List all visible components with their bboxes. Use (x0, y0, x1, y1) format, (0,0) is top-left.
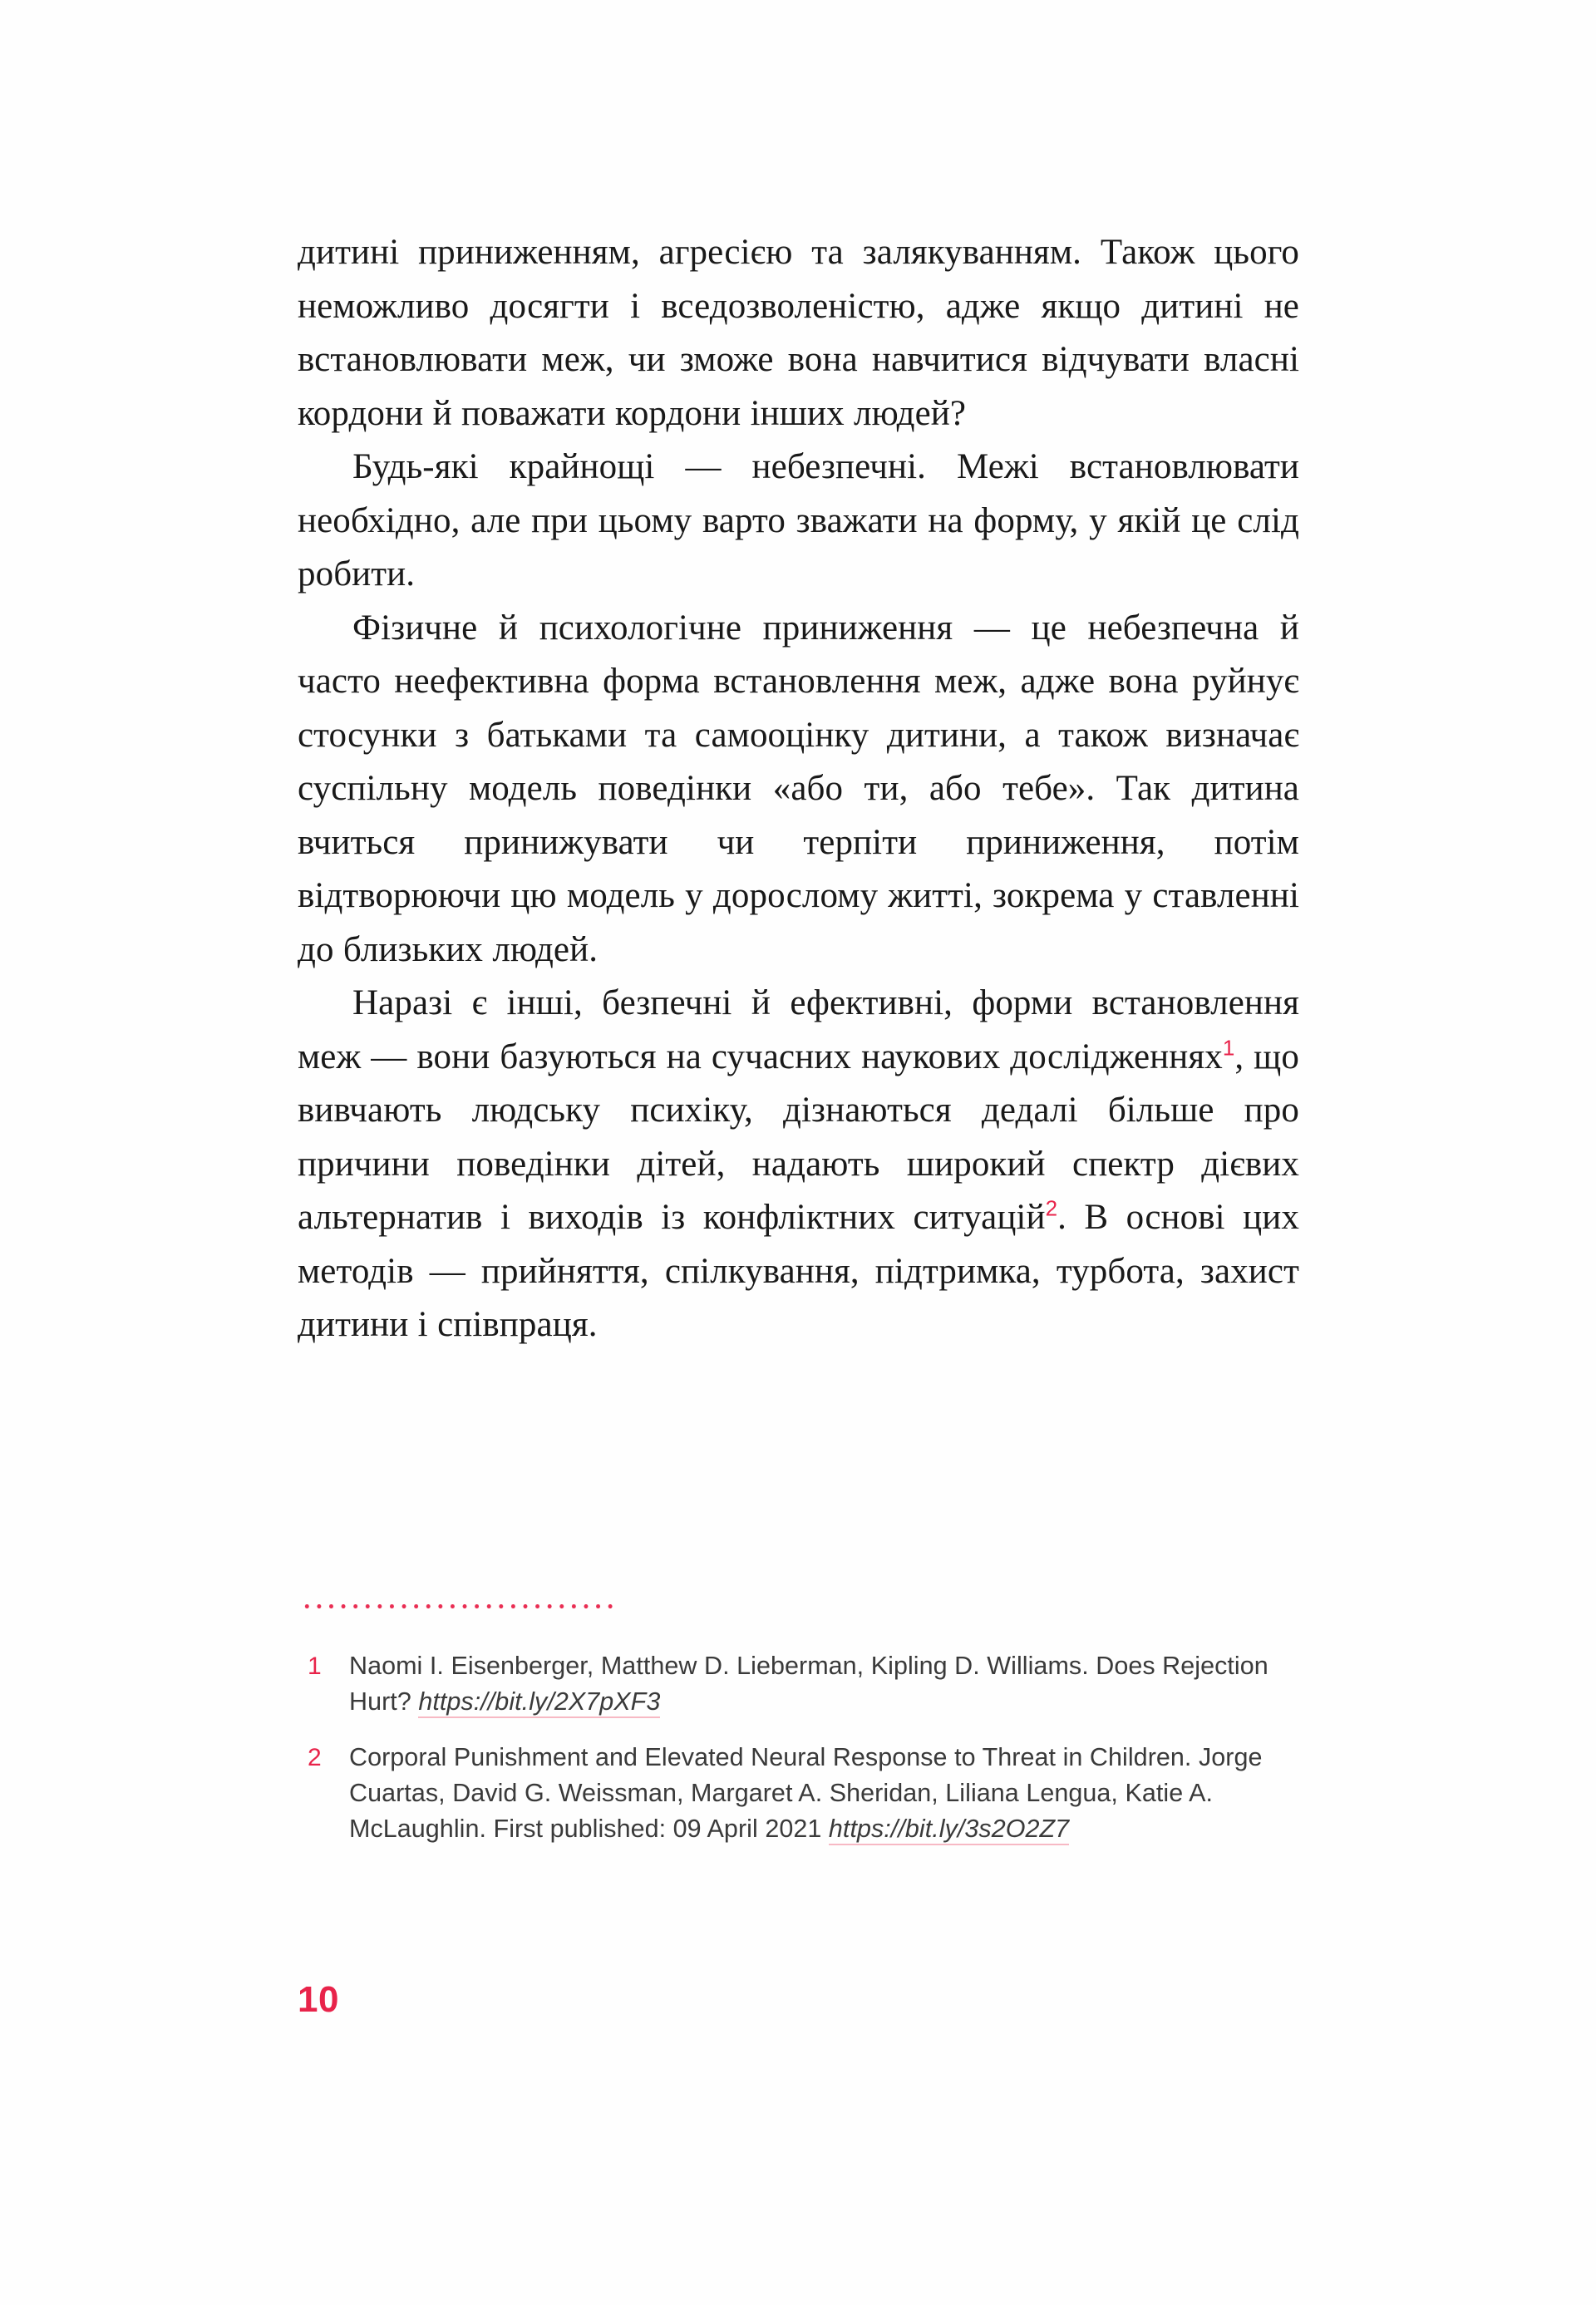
footnote-item (298, 1648, 1320, 1720)
footnote-text (349, 1648, 1320, 1720)
paragraph-4-part-2: , що вивчають людську психіку, дізнаються дедалі більше про причини поведінки дітей, надають широкий спектр дієвих альтернатив і виходів із конфліктних ситуацій (298, 1037, 1299, 1237)
footnote-url-link[interactable]: https://bit.ly/3s2O2Z7 (829, 1815, 1069, 1845)
paragraph-4-part-1: Наразі є інші, безпечні й ефективні, форми встановлення меж — вони базуються на сучасних наукових дослідженнях (298, 983, 1299, 1076)
footnote-number: 2 (308, 1744, 322, 1771)
footnote-citation-text: Corporal Punishment and Elevated Neural Response to Threat in Children. Jorge Cuartas, David G. Weissman, Margaret A. Sheridan, Liliana Lengua, Katie A. McLaughlin. First published: 09 April 2021 (349, 1743, 1263, 1843)
footnote-url-link[interactable]: https://bit.ly/2X7pXF3 (418, 1687, 660, 1718)
paragraph-2: Будь-які крайнощі — небезпечні. Межі встановлювати необхідно, але при цьому варто зважати на форму, у якій це слід робити. (298, 447, 1299, 593)
footnote-divider-dotted-rule (301, 1604, 615, 1608)
paragraph-1: дитині приниженням, агресією та залякуванням. Також цього неможливо досягти і вседозволеністю, адже якщо дитині не встановлювати меж, чи зможе вона навчитися відчувати власні кордони й поважати кордони інших людей? (298, 233, 1299, 433)
body-text-column (298, 226, 1299, 1352)
page-number: 10 (298, 1979, 339, 2020)
footnote-text (349, 1740, 1320, 1847)
footnotes-section (298, 1604, 1320, 1867)
footnote-reference-2[interactable]: 2 (1045, 1195, 1058, 1221)
footnote-item (298, 1740, 1320, 1847)
paragraph-4 (298, 977, 1299, 1352)
footnote-reference-1[interactable]: 1 (1222, 1035, 1235, 1061)
footnote-number: 1 (308, 1652, 322, 1680)
paragraph-4-part-3: . В основі цих методів — прийняття, спілкування, підтримка, турбота, захист дитини і співпраця. (298, 1198, 1299, 1344)
footnote-citation-text: Naomi I. Eisenberger, Matthew D. Lieberman, Kipling D. Williams. Does Rejection Hurt? (349, 1652, 1268, 1716)
paragraph-3: Фізичне й психологічне приниження — це небезпечна й часто неефективна форма встановлення меж, адже вона руйнує стосунки з батьками та самооцінку дитини, а також визначає суспільну модель поведінки «або ти, або тебе». Так дитина вчиться принижувати чи терпіти приниження, потім відтворюючи цю модель у дорослому житті, зокрема у ставленні до близьких людей. (298, 608, 1299, 969)
